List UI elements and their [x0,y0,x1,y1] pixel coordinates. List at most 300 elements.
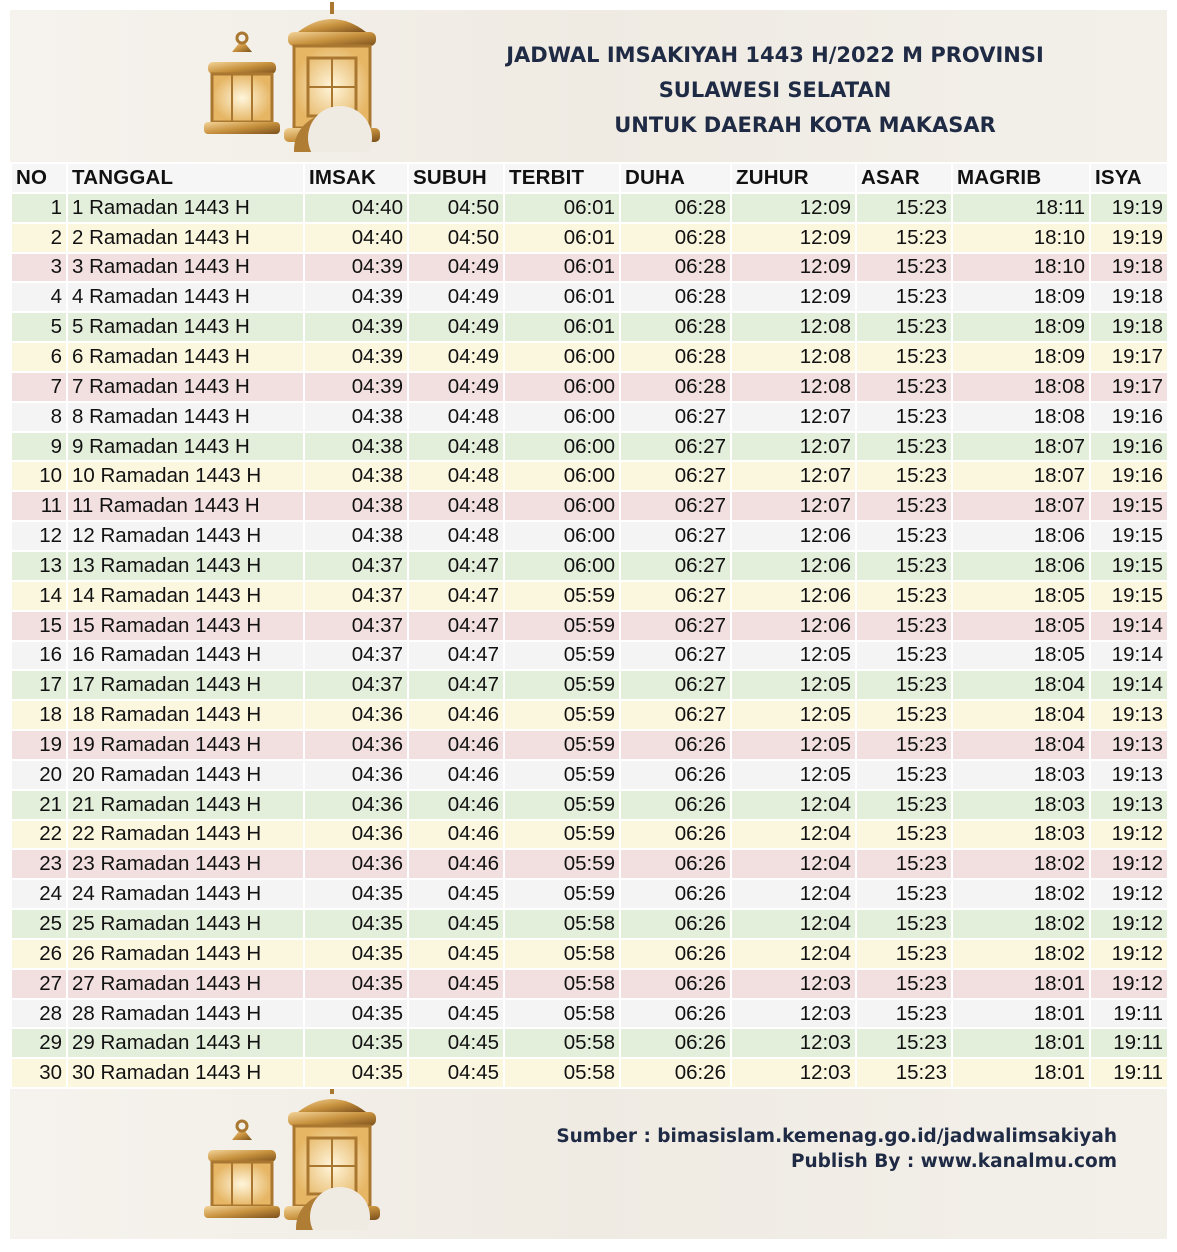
cell-magrib: 18:01 [952,999,1090,1029]
cell-subuh: 04:50 [408,193,504,223]
cell-date: 25 Ramadan 1443 H [67,909,304,939]
cell-asar: 15:23 [856,1028,952,1058]
cell-no: 14 [11,581,67,611]
cell-no: 28 [11,999,67,1029]
cell-subuh: 04:46 [408,760,504,790]
cell-magrib: 18:07 [952,432,1090,462]
cell-magrib: 18:09 [952,312,1090,342]
table-row [11,342,1168,372]
header-isya: ISYA [1090,163,1168,193]
cell-date: 24 Ramadan 1443 H [67,879,304,909]
table-row [11,760,1168,790]
cell-asar: 15:23 [856,790,952,820]
cell-isya: 19:14 [1090,641,1168,671]
cell-terbit: 05:58 [504,1028,620,1058]
cell-imsak: 04:35 [304,939,408,969]
cell-subuh: 04:47 [408,670,504,700]
cell-isya: 19:12 [1090,849,1168,879]
cell-imsak: 04:39 [304,312,408,342]
header-asar: ASAR [856,163,952,193]
cell-no: 2 [11,223,67,253]
cell-duha: 06:27 [620,402,731,432]
cell-no: 23 [11,849,67,879]
cell-terbit: 06:01 [504,223,620,253]
cell-no: 5 [11,312,67,342]
cell-isya: 19:12 [1090,820,1168,850]
cell-imsak: 04:36 [304,760,408,790]
cell-zuhur: 12:06 [731,521,856,551]
cell-duha: 06:26 [620,879,731,909]
cell-terbit: 05:58 [504,939,620,969]
cell-asar: 15:23 [856,820,952,850]
cell-duha: 06:27 [620,700,731,730]
cell-subuh: 04:48 [408,461,504,491]
cell-subuh: 04:48 [408,402,504,432]
cell-duha: 06:26 [620,730,731,760]
cell-magrib: 18:10 [952,223,1090,253]
cell-isya: 19:13 [1090,730,1168,760]
cell-isya: 19:16 [1090,402,1168,432]
table-row [11,223,1168,253]
cell-imsak: 04:35 [304,969,408,999]
cell-date: 5 Ramadan 1443 H [67,312,304,342]
cell-asar: 15:23 [856,402,952,432]
cell-no: 21 [11,790,67,820]
cell-no: 11 [11,491,67,521]
cell-isya: 19:14 [1090,670,1168,700]
cell-isya: 19:11 [1090,1028,1168,1058]
cell-isya: 19:19 [1090,223,1168,253]
cell-asar: 15:23 [856,1058,952,1088]
cell-duha: 06:27 [620,551,731,581]
cell-isya: 19:11 [1090,1058,1168,1088]
cell-subuh: 04:49 [408,253,504,283]
cell-duha: 06:28 [620,253,731,283]
cell-imsak: 04:38 [304,402,408,432]
cell-date: 29 Ramadan 1443 H [67,1028,304,1058]
cell-magrib: 18:05 [952,641,1090,671]
cell-subuh: 04:45 [408,969,504,999]
cell-no: 9 [11,432,67,462]
table-row [11,551,1168,581]
cell-zuhur: 12:08 [731,342,856,372]
cell-isya: 19:15 [1090,581,1168,611]
cell-subuh: 04:47 [408,551,504,581]
cell-duha: 06:26 [620,939,731,969]
cell-subuh: 04:45 [408,909,504,939]
cell-isya: 19:12 [1090,879,1168,909]
cell-subuh: 04:47 [408,581,504,611]
cell-isya: 19:12 [1090,969,1168,999]
cell-date: 3 Ramadan 1443 H [67,253,304,283]
cell-subuh: 04:48 [408,432,504,462]
cell-imsak: 04:36 [304,849,408,879]
cell-zuhur: 12:05 [731,760,856,790]
cell-date: 14 Ramadan 1443 H [67,581,304,611]
cell-zuhur: 12:09 [731,223,856,253]
cell-magrib: 18:09 [952,282,1090,312]
cell-no: 27 [11,969,67,999]
cell-zuhur: 12:04 [731,790,856,820]
cell-subuh: 04:49 [408,342,504,372]
cell-no: 13 [11,551,67,581]
cell-date: 23 Ramadan 1443 H [67,849,304,879]
cell-imsak: 04:35 [304,1028,408,1058]
cell-isya: 19:18 [1090,312,1168,342]
cell-no: 18 [11,700,67,730]
table-row [11,879,1168,909]
cell-terbit: 06:01 [504,282,620,312]
cell-terbit: 05:59 [504,790,620,820]
cell-imsak: 04:39 [304,282,408,312]
cell-terbit: 05:59 [504,849,620,879]
cell-date: 20 Ramadan 1443 H [67,760,304,790]
cell-zuhur: 12:06 [731,581,856,611]
cell-zuhur: 12:08 [731,372,856,402]
cell-isya: 19:17 [1090,372,1168,402]
table-row [11,700,1168,730]
table-row [11,312,1168,342]
header-zuhur: ZUHUR [731,163,856,193]
cell-asar: 15:23 [856,670,952,700]
cell-duha: 06:26 [620,909,731,939]
cell-no: 17 [11,670,67,700]
cell-imsak: 04:37 [304,670,408,700]
cell-no: 12 [11,521,67,551]
cell-date: 19 Ramadan 1443 H [67,730,304,760]
cell-subuh: 04:46 [408,820,504,850]
cell-terbit: 05:59 [504,730,620,760]
cell-subuh: 04:45 [408,999,504,1029]
cell-date: 8 Ramadan 1443 H [67,402,304,432]
cell-asar: 15:23 [856,700,952,730]
cell-isya: 19:17 [1090,342,1168,372]
cell-duha: 06:28 [620,372,731,402]
header-no: NO [11,163,67,193]
cell-no: 6 [11,342,67,372]
lantern-icon [180,1080,410,1230]
cell-magrib: 18:09 [952,342,1090,372]
cell-terbit: 05:59 [504,879,620,909]
cell-isya: 19:13 [1090,760,1168,790]
cell-magrib: 18:02 [952,939,1090,969]
cell-date: 13 Ramadan 1443 H [67,551,304,581]
cell-terbit: 06:00 [504,461,620,491]
cell-terbit: 05:58 [504,1058,620,1088]
cell-magrib: 18:01 [952,1028,1090,1058]
cell-magrib: 18:07 [952,491,1090,521]
cell-duha: 06:28 [620,223,731,253]
cell-date: 28 Ramadan 1443 H [67,999,304,1029]
cell-zuhur: 12:09 [731,282,856,312]
cell-imsak: 04:36 [304,790,408,820]
source-credits [556,1124,1117,1174]
cell-magrib: 18:02 [952,909,1090,939]
cell-no: 16 [11,641,67,671]
cell-terbit: 05:59 [504,581,620,611]
cell-isya: 19:19 [1090,193,1168,223]
cell-duha: 06:28 [620,193,731,223]
cell-subuh: 04:48 [408,491,504,521]
cell-magrib: 18:06 [952,521,1090,551]
cell-isya: 19:15 [1090,521,1168,551]
table-row [11,670,1168,700]
cell-no: 30 [11,1058,67,1088]
cell-no: 26 [11,939,67,969]
cell-terbit: 05:58 [504,909,620,939]
cell-date: 16 Ramadan 1443 H [67,641,304,671]
cell-date: 21 Ramadan 1443 H [67,790,304,820]
cell-date: 30 Ramadan 1443 H [67,1058,304,1088]
cell-duha: 06:27 [620,641,731,671]
cell-terbit: 06:00 [504,491,620,521]
cell-terbit: 06:01 [504,253,620,283]
cell-asar: 15:23 [856,521,952,551]
cell-zuhur: 12:04 [731,820,856,850]
page-title [430,38,1120,143]
table-row [11,730,1168,760]
title-line-3: UNTUK DAERAH KOTA MAKASAR [614,113,996,137]
cell-duha: 06:28 [620,312,731,342]
cell-terbit: 06:01 [504,312,620,342]
cell-zuhur: 12:09 [731,253,856,283]
cell-zuhur: 12:04 [731,879,856,909]
cell-zuhur: 12:03 [731,1028,856,1058]
cell-duha: 06:26 [620,790,731,820]
cell-terbit: 06:00 [504,551,620,581]
cell-subuh: 04:46 [408,849,504,879]
cell-asar: 15:23 [856,969,952,999]
cell-asar: 15:23 [856,372,952,402]
table-row [11,461,1168,491]
cell-duha: 06:27 [620,461,731,491]
cell-no: 24 [11,879,67,909]
cell-duha: 06:26 [620,760,731,790]
cell-duha: 06:26 [620,1058,731,1088]
lantern-icon [180,0,410,152]
cell-magrib: 18:04 [952,670,1090,700]
cell-date: 27 Ramadan 1443 H [67,969,304,999]
cell-no: 7 [11,372,67,402]
cell-isya: 19:12 [1090,939,1168,969]
table-row [11,1058,1168,1088]
cell-duha: 06:27 [620,491,731,521]
cell-subuh: 04:48 [408,521,504,551]
cell-asar: 15:23 [856,253,952,283]
cell-isya: 19:16 [1090,432,1168,462]
cell-magrib: 18:03 [952,760,1090,790]
cell-terbit: 05:59 [504,820,620,850]
cell-isya: 19:13 [1090,700,1168,730]
cell-magrib: 18:03 [952,820,1090,850]
cell-duha: 06:28 [620,342,731,372]
cell-magrib: 18:08 [952,372,1090,402]
cell-asar: 15:23 [856,223,952,253]
cell-subuh: 04:45 [408,879,504,909]
cell-asar: 15:23 [856,432,952,462]
cell-subuh: 04:47 [408,641,504,671]
cell-zuhur: 12:07 [731,402,856,432]
cell-asar: 15:23 [856,641,952,671]
cell-imsak: 04:36 [304,820,408,850]
table-body [11,193,1168,1088]
cell-terbit: 06:00 [504,432,620,462]
cell-subuh: 04:46 [408,700,504,730]
cell-zuhur: 12:05 [731,641,856,671]
cell-date: 2 Ramadan 1443 H [67,223,304,253]
cell-subuh: 04:50 [408,223,504,253]
cell-duha: 06:28 [620,282,731,312]
cell-date: 7 Ramadan 1443 H [67,372,304,402]
cell-terbit: 05:59 [504,641,620,671]
cell-magrib: 18:07 [952,461,1090,491]
cell-zuhur: 12:05 [731,670,856,700]
cell-date: 11 Ramadan 1443 H [67,491,304,521]
cell-magrib: 18:10 [952,253,1090,283]
cell-duha: 06:27 [620,521,731,551]
cell-isya: 19:15 [1090,491,1168,521]
table-row [11,491,1168,521]
cell-date: 12 Ramadan 1443 H [67,521,304,551]
cell-isya: 19:15 [1090,551,1168,581]
cell-imsak: 04:37 [304,611,408,641]
table-row [11,939,1168,969]
cell-duha: 06:26 [620,1028,731,1058]
cell-imsak: 04:38 [304,432,408,462]
cell-zuhur: 12:07 [731,432,856,462]
cell-zuhur: 12:06 [731,611,856,641]
cell-imsak: 04:35 [304,909,408,939]
cell-duha: 06:27 [620,581,731,611]
cell-zuhur: 12:04 [731,849,856,879]
cell-terbit: 06:00 [504,372,620,402]
cell-asar: 15:23 [856,909,952,939]
cell-no: 19 [11,730,67,760]
cell-zuhur: 12:04 [731,909,856,939]
cell-no: 1 [11,193,67,223]
cell-magrib: 18:03 [952,790,1090,820]
cell-subuh: 04:49 [408,282,504,312]
cell-imsak: 04:35 [304,1058,408,1088]
cell-subuh: 04:46 [408,790,504,820]
cell-magrib: 18:01 [952,1058,1090,1088]
cell-asar: 15:23 [856,730,952,760]
header-magrib: MAGRIB [952,163,1090,193]
cell-asar: 15:23 [856,939,952,969]
cell-imsak: 04:36 [304,730,408,760]
cell-terbit: 05:59 [504,670,620,700]
cell-asar: 15:23 [856,282,952,312]
cell-zuhur: 12:05 [731,700,856,730]
cell-terbit: 06:00 [504,521,620,551]
cell-imsak: 04:39 [304,372,408,402]
cell-asar: 15:23 [856,461,952,491]
publisher-text: Publish By : www.kanalmu.com [790,1151,1117,1172]
header-duha: DUHA [620,163,731,193]
cell-duha: 06:27 [620,670,731,700]
cell-no: 15 [11,611,67,641]
cell-zuhur: 12:03 [731,1058,856,1088]
cell-terbit: 05:59 [504,760,620,790]
cell-no: 29 [11,1028,67,1058]
table-row [11,253,1168,283]
header-tanggal: TANGGAL [67,163,304,193]
table-row [11,849,1168,879]
cell-terbit: 05:58 [504,999,620,1029]
cell-zuhur: 12:03 [731,969,856,999]
cell-magrib: 18:11 [952,193,1090,223]
cell-no: 8 [11,402,67,432]
table-row [11,402,1168,432]
cell-asar: 15:23 [856,879,952,909]
table-row [11,521,1168,551]
cell-zuhur: 12:05 [731,730,856,760]
table-row [11,611,1168,641]
cell-magrib: 18:05 [952,611,1090,641]
table-row [11,193,1168,223]
cell-imsak: 04:35 [304,879,408,909]
cell-imsak: 04:40 [304,223,408,253]
cell-subuh: 04:45 [408,1028,504,1058]
header-terbit: TERBIT [504,163,620,193]
cell-isya: 19:11 [1090,999,1168,1029]
cell-terbit: 05:59 [504,700,620,730]
cell-asar: 15:23 [856,611,952,641]
cell-date: 1 Ramadan 1443 H [67,193,304,223]
title-line-1: JADWAL IMSAKIYAH 1443 H/2022 M PROVINSI [506,43,1044,67]
cell-magrib: 18:04 [952,730,1090,760]
cell-magrib: 18:01 [952,969,1090,999]
cell-terbit: 05:58 [504,969,620,999]
cell-asar: 15:23 [856,999,952,1029]
header-imsak: IMSAK [304,163,408,193]
cell-subuh: 04:49 [408,312,504,342]
cell-imsak: 04:35 [304,999,408,1029]
cell-duha: 06:26 [620,969,731,999]
table-row [11,1028,1168,1058]
cell-date: 26 Ramadan 1443 H [67,939,304,969]
cell-asar: 15:23 [856,491,952,521]
cell-date: 9 Ramadan 1443 H [67,432,304,462]
cell-subuh: 04:45 [408,1058,504,1088]
cell-zuhur: 12:07 [731,491,856,521]
cell-magrib: 18:02 [952,879,1090,909]
cell-imsak: 04:37 [304,551,408,581]
cell-imsak: 04:37 [304,581,408,611]
cell-isya: 19:18 [1090,253,1168,283]
cell-imsak: 04:39 [304,342,408,372]
cell-date: 15 Ramadan 1443 H [67,611,304,641]
cell-zuhur: 12:03 [731,999,856,1029]
cell-date: 4 Ramadan 1443 H [67,282,304,312]
cell-asar: 15:23 [856,193,952,223]
cell-imsak: 04:36 [304,700,408,730]
cell-duha: 06:26 [620,999,731,1029]
cell-subuh: 04:45 [408,939,504,969]
cell-date: 17 Ramadan 1443 H [67,670,304,700]
cell-no: 22 [11,820,67,850]
cell-no: 4 [11,282,67,312]
table-row [11,790,1168,820]
cell-asar: 15:23 [856,312,952,342]
cell-asar: 15:23 [856,581,952,611]
cell-asar: 15:23 [856,342,952,372]
cell-imsak: 04:37 [304,641,408,671]
cell-zuhur: 12:04 [731,939,856,969]
table-row [11,999,1168,1029]
cell-imsak: 04:38 [304,491,408,521]
cell-no: 25 [11,909,67,939]
